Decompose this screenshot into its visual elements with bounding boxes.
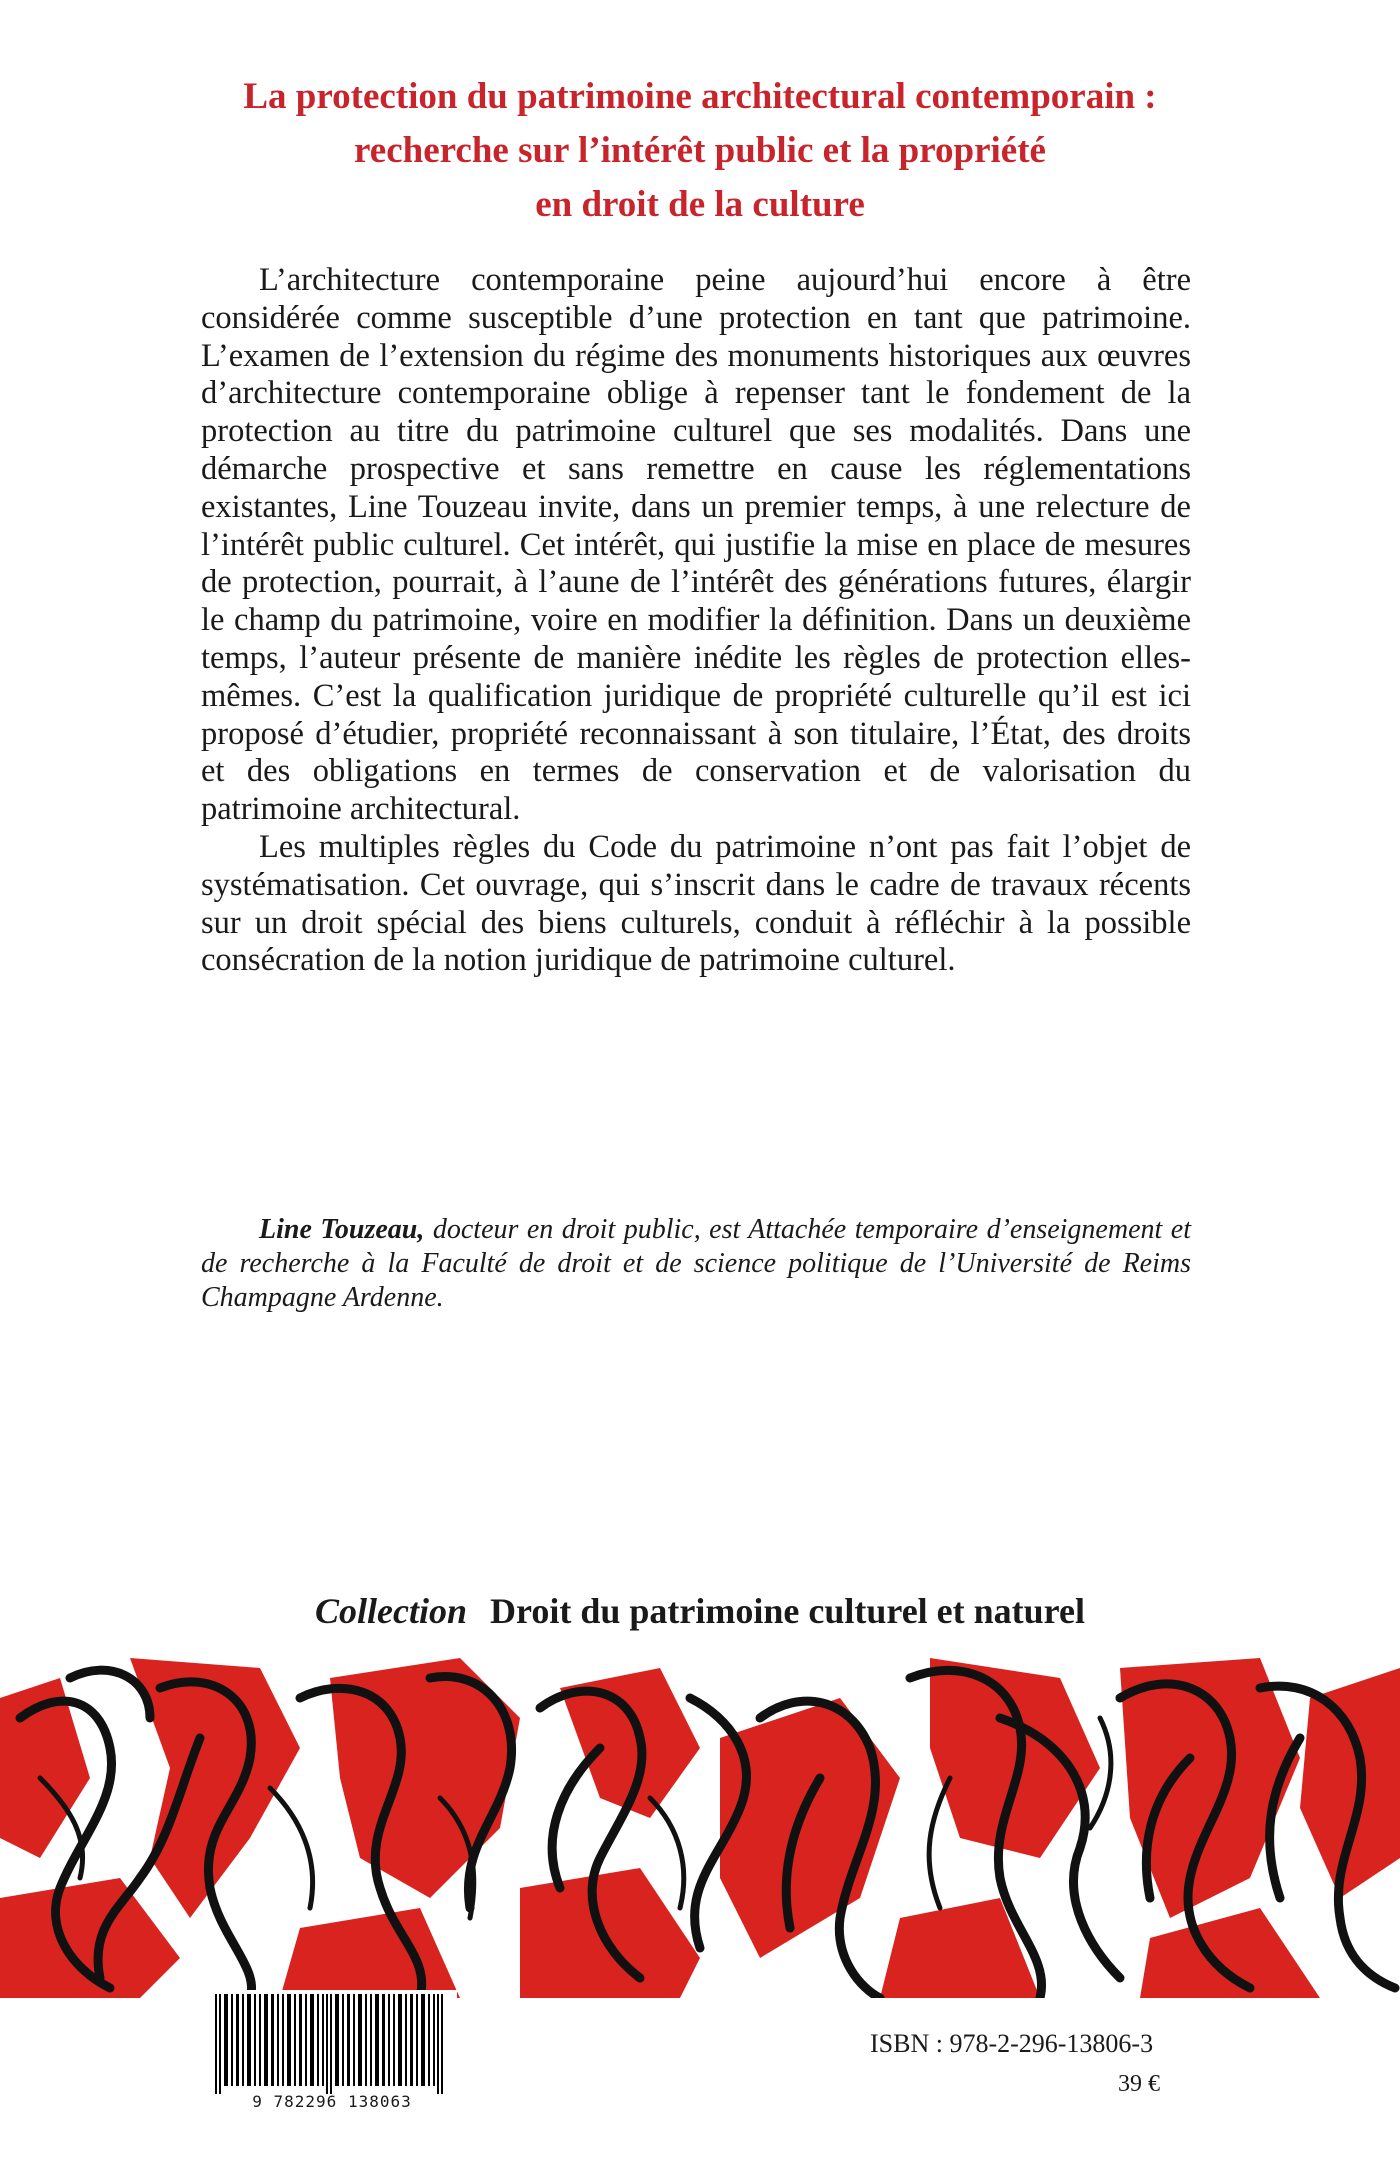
title-line-1: La protection du patrimoine architectural contemporain : <box>243 76 1157 117</box>
blurb <box>201 262 1191 980</box>
collection-name: Droit du patrimoine culturel et naturel <box>490 1591 1085 1631</box>
book-title <box>120 70 1280 232</box>
blurb-paragraph-1: L’architecture contemporaine peine aujourd’hui encore à être considérée comme susceptible d’une protection en tant que patrimoine. L’examen de l’extension du régime des monuments historiques aux œuvres d’architecture contemporaine oblige à repenser tant le fondement de la protection au titre du patrimoine culturel que ses modalités. Dans une démarche prospective et sans remettre en cause les réglementations existantes, Line Touzeau invite, dans un premier temps, à une relecture de l’intérêt public culturel. Cet intérêt, qui justifie la mise en place de mesures de protection, pourrait, à l’aune de l’intérêt des générations futures, élargir le champ du patrimoine, voire en modifier la définition. Dans un deuxième temps, l’auteur présente de manière inédite les règles de protection elles-mêmes. C’est la qualification juridique de propriété culturelle qu’il est ici proposé d’étudier, propriété reconnaissant à son titulaire, l’État, des droits et des obligations en termes de conservation et de valorisation du patrimoine architectural. <box>201 262 1191 828</box>
barcode-bars <box>209 1994 449 2094</box>
blurb-paragraph-2: Les multiples règles du Code du patrimoine n’ont pas fait l’objet de systématisation. Cet ouvrage, qui s’inscrit dans le cadre de travaux récents sur un droit spécial des biens culturels, conduit à réfléchir à la possible consécration de la notion juridique de patrimoine culturel. <box>201 828 1191 979</box>
barcode <box>207 1990 457 2110</box>
author-description: docteur en droit public, est Attachée temporaire d’enseignement et de recherche à la Faculté de droit et de science politique de l’Université de Reims Champagne Ardenne. <box>201 1214 1191 1313</box>
price: 39 € <box>1118 2071 1160 2097</box>
collection-label: Collection <box>315 1591 468 1631</box>
isbn: ISBN : 978-2-296-13806-3 <box>870 2029 1154 2058</box>
title-line-3: en droit de la culture <box>535 184 865 225</box>
figures-illustration <box>0 1658 1400 1998</box>
cover-artwork <box>0 1658 1400 1998</box>
title-line-2: recherche sur l’intérêt public et la propriété <box>354 130 1046 171</box>
barcode-digits: 9 782296 138063 <box>252 2092 412 2110</box>
author-bio <box>201 1213 1191 1315</box>
author-name: Line Touzeau, <box>259 1214 425 1245</box>
collection-line <box>0 1590 1400 1632</box>
